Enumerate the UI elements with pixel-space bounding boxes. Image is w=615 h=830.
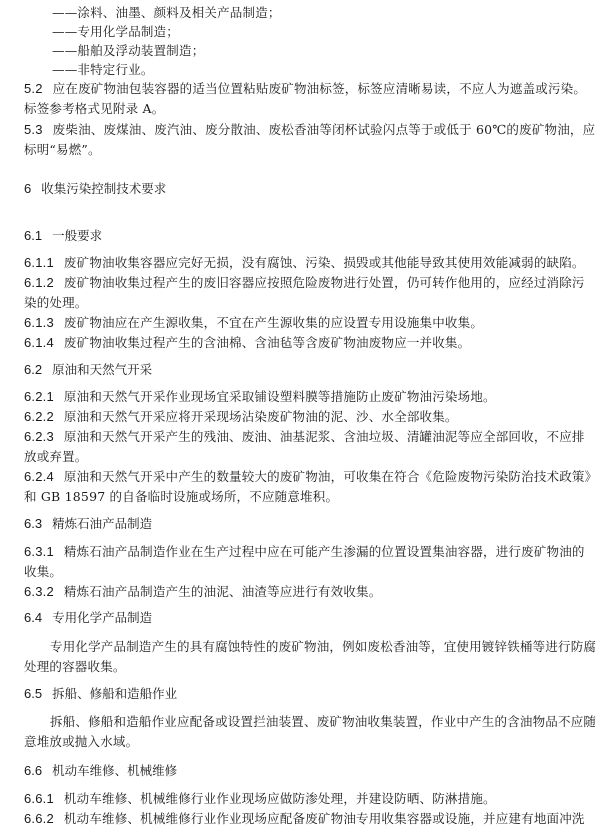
clause-text: 废矿物油收集过程产生的废旧容器应按照危险废物进行处置，仍可转作他用的，应经过消除污 xyxy=(63,275,585,290)
clause-number: 6.3.2 xyxy=(24,584,54,599)
clause-number: 6.2.4 xyxy=(24,469,54,484)
clause-text: 机动车维修、机械维修行业作业现场应做防渗处理，并建设防晒、防淋措施。 xyxy=(63,791,496,806)
paragraph-continued: 处理的容器收集。 xyxy=(24,659,126,674)
clause-text-continued: 放或弃置。 xyxy=(24,449,88,464)
clause-6-2-3 xyxy=(24,428,605,445)
clause-text-continued: 标签参考格式见附录 A。 xyxy=(24,101,165,116)
clause-text: 废柴油、废煤油、废汽油、废分散油、废松香油等闭杯试验闪点等于或低于 60℃的废矿物油，应 xyxy=(52,122,596,137)
section-heading-6-4 xyxy=(24,609,605,626)
section-heading-6 xyxy=(24,180,605,197)
clause-6-2-4 xyxy=(24,468,605,485)
clause-6-6-1 xyxy=(24,790,605,807)
section-title: 拆船、修船和造船作业 xyxy=(52,686,178,701)
clause-text: 原油和天然气开采作业现场宜采取铺设塑料膜等措施防止废矿物油污染场地。 xyxy=(63,389,496,404)
clause-text: 废矿物油收集容器应完好无损，没有腐蚀、污染、损毁或其他能导致其使用效能减弱的缺陷。 xyxy=(63,255,585,270)
list-item: ——非特定行业。 xyxy=(52,62,154,77)
section-heading-6-6 xyxy=(24,762,605,779)
clause-6-1-2 xyxy=(24,274,605,291)
section-title: 机动车维修、机械维修 xyxy=(52,763,178,778)
clause-number: 5.3 xyxy=(24,122,43,137)
clause-6-1-1 xyxy=(24,254,605,271)
section-heading-6-3 xyxy=(24,515,605,532)
paragraph: 专用化学产品制造产生的具有腐蚀特性的废矿物油，例如废松香油等，宜使用镀锌铁桶等进行防腐 xyxy=(50,639,597,654)
clause-text: 精炼石油产品制造作业在生产过程中应在可能产生渗漏的位置设置集油容器，进行废矿物油的 xyxy=(63,544,585,559)
clause-text-continued: 和 GB 18597 的自备临时设施或场所，不应随意堆积。 xyxy=(24,489,339,504)
clause-text: 机动车维修、机械维修行业作业现场应配备废矿物油专用收集容器或设施，并应建有地面冲洗 xyxy=(63,811,585,826)
clause-text: 原油和天然气开采中产生的数量较大的废矿物油，可收集在符合《危险废物污染防治技术政策》 xyxy=(63,469,598,484)
clause-text: 应在废矿物油包装容器的适当位置粘贴废矿物油标签，标签应清晰易读，不应人为遮盖或污染。 xyxy=(52,81,587,96)
clause-number: 6.1.3 xyxy=(24,315,54,330)
section-number: 6.6 xyxy=(24,763,43,778)
clause-text-continued: 标明“易燃”。 xyxy=(24,142,101,157)
clause-text: 精炼石油产品制造产生的油泥、油渣等应进行有效收集。 xyxy=(63,584,382,599)
clause-number: 6.2.1 xyxy=(24,389,54,404)
clause-6-6-2 xyxy=(24,810,605,827)
clause-number: 6.3.1 xyxy=(24,544,54,559)
paragraph: 拆船、修船和造船作业应配备或设置拦油装置、废矿物油收集装置，作业中产生的含油物品不应随 xyxy=(50,714,597,729)
section-title: 精炼石油产品制造 xyxy=(52,516,153,531)
clause-text: 原油和天然气开采应将开采现场沾染废矿物油的泥、沙、水全部收集。 xyxy=(63,409,458,424)
section-heading-6-1 xyxy=(24,227,605,244)
clause-6-2-1 xyxy=(24,388,605,405)
clause-6-1-3 xyxy=(24,314,605,331)
clause-6-1-4 xyxy=(24,334,605,351)
section-number: 6.2 xyxy=(24,362,43,377)
section-heading-6-2 xyxy=(24,361,605,378)
clause-text-continued: 染的处理。 xyxy=(24,295,88,310)
clause-number: 6.1.2 xyxy=(24,275,54,290)
section-heading-6-5 xyxy=(24,685,605,702)
section-number: 6 xyxy=(24,181,32,196)
list-item: ——船舶及浮动装置制造； xyxy=(52,43,205,58)
clause-text: 废矿物油应在产生源收集，不宜在产生源收集的应设置专用设施集中收集。 xyxy=(63,315,484,330)
clause-6-3-1 xyxy=(24,543,605,560)
section-title: 一般要求 xyxy=(52,228,103,243)
section-number: 6.4 xyxy=(24,610,43,625)
clause-6-2-2 xyxy=(24,408,605,425)
clause-text-continued: 收集。 xyxy=(24,564,63,579)
clause-number: 6.6.2 xyxy=(24,811,54,826)
list-item: ——专用化学品制造； xyxy=(52,24,180,39)
clause-number: 6.1.1 xyxy=(24,255,54,270)
list-item: ——涂料、油墨、颜料及相关产品制造； xyxy=(52,5,281,20)
clause-text: 废矿物油收集过程产生的含油棉、含油毡等含废矿物油废物应一并收集。 xyxy=(63,335,471,350)
clause-number: 6.1.4 xyxy=(24,335,54,350)
clause-6-3-2 xyxy=(24,583,605,600)
clause-5-3 xyxy=(24,121,605,138)
section-number: 6.3 xyxy=(24,516,43,531)
paragraph-continued: 意堆放或抛入水域。 xyxy=(24,734,139,749)
section-title: 原油和天然气开采 xyxy=(52,362,153,377)
section-title: 收集污染控制技术要求 xyxy=(41,181,167,196)
section-number: 6.5 xyxy=(24,686,43,701)
clause-number: 6.2.2 xyxy=(24,409,54,424)
clause-5-2 xyxy=(24,80,605,97)
section-title: 专用化学产品制造 xyxy=(52,610,153,625)
clause-number: 6.2.3 xyxy=(24,429,54,444)
section-number: 6.1 xyxy=(24,228,43,243)
clause-text: 原油和天然气开采产生的残油、废油、油基泥浆、含油垃圾、清罐油泥等应全部回收，不应排 xyxy=(63,429,585,444)
clause-number: 5.2 xyxy=(24,81,43,96)
clause-number: 6.6.1 xyxy=(24,791,54,806)
